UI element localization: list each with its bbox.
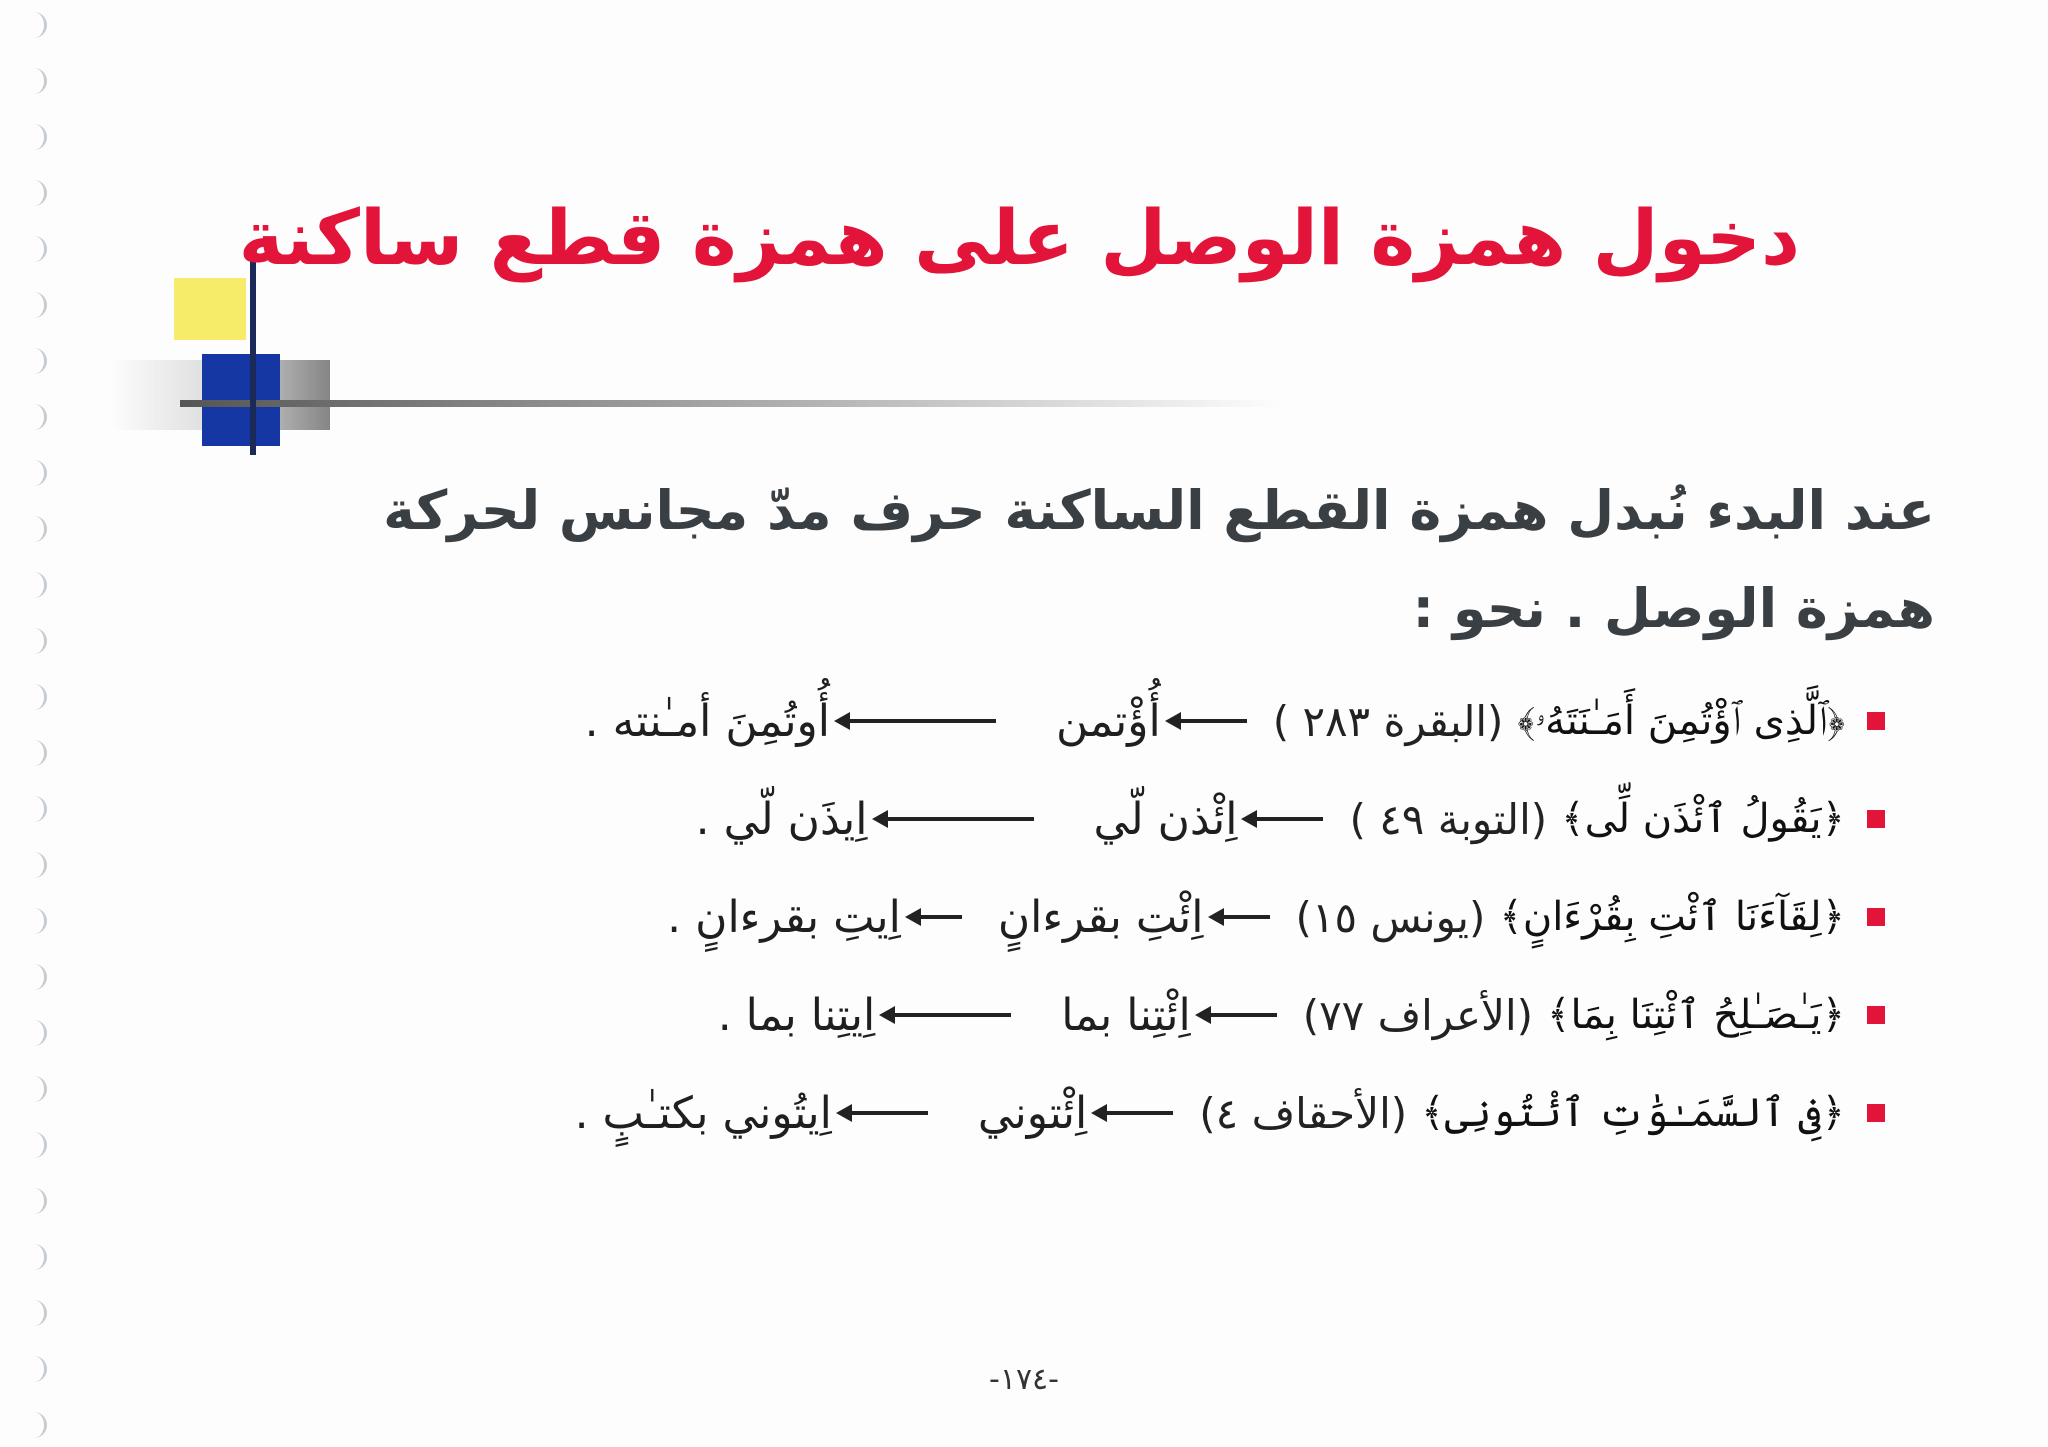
arrow-left-icon (1253, 817, 1323, 821)
binding-ring (28, 740, 47, 766)
transformed-word: اِئْتوني (977, 1087, 1088, 1139)
binding-ring (28, 1076, 47, 1102)
bullet-square-icon (1867, 1006, 1885, 1024)
binding-ring (28, 404, 47, 430)
arrow-left-icon (1207, 1013, 1277, 1017)
arrow-left-icon (846, 719, 996, 723)
bullet-square-icon (1867, 1104, 1885, 1122)
binding-ring (28, 1188, 47, 1214)
intro-line-1: عند البدء نُبدل همزة القطع الساكنة حرف مدّ مجانس لحركة (383, 479, 1935, 542)
verse-reference: (يونس ١٥) (1295, 892, 1486, 942)
page-title: دخول همزة الوصل على همزة قطع ساكنة (238, 193, 1800, 282)
verse-text: ﴿يَـٰصَـٰلِحُ ٱئْتِنَا بِمَا﴾ (1547, 992, 1845, 1038)
arrow-left-icon (848, 1111, 928, 1115)
binding-ring (28, 796, 47, 822)
bullet-square-icon (1867, 810, 1885, 828)
binding-ring (28, 908, 47, 934)
transformed-word: اِئْتِ بقرءانٍ (997, 891, 1204, 943)
binding-ring (28, 180, 47, 206)
binding-ring (28, 68, 47, 94)
intro-line-2: همزة الوصل . نحو : (1412, 577, 1935, 640)
verse-text: ﴿يَقُولُ ٱئْذَن لِّى﴾ (1561, 796, 1845, 842)
binding-ring (28, 1020, 47, 1046)
binding-ring (28, 348, 47, 374)
binding-ring (28, 1300, 47, 1326)
arrow-left-icon (1220, 915, 1270, 919)
transformed-word: اِئْتِنا بما (1061, 989, 1191, 1041)
result-word: اِيتِنا بما . (717, 989, 876, 1041)
bullet-square-icon (1867, 712, 1885, 730)
binding-ring (28, 12, 47, 38)
binding-ring (28, 1412, 47, 1438)
verse-reference: (الأعراف ٧٧) (1302, 990, 1534, 1040)
arrow-left-icon (884, 817, 1034, 821)
result-word: أُوتُمِنَ أمـٰنته . (584, 695, 831, 747)
binding-ring (28, 460, 47, 486)
page-number: -١٧٤- (989, 1362, 1059, 1397)
deco-horizontal-line (180, 400, 1280, 407)
arrow-left-icon (917, 915, 962, 919)
result-word: اِيتُوني بكتـٰبٍ . (574, 1087, 832, 1139)
binding-ring (28, 236, 47, 262)
list-item (300, 966, 1885, 1064)
arrow-left-icon (891, 1013, 1011, 1017)
binding-ring (28, 684, 47, 710)
binding-ring (28, 964, 47, 990)
transformed-word: أُؤْتمن (1056, 695, 1161, 747)
spiral-binding (28, 0, 58, 1447)
binding-ring (28, 124, 47, 150)
verse-text: ﴿لِقَآءَنَا ٱئْتِ بِقُرْءَانٍ﴾ (1499, 894, 1845, 940)
arrow-left-icon (1177, 719, 1247, 723)
verse-text: ﴿فِى ٱلسَّمَـٰوَٰتِ ٱئْتُونِى﴾ (1421, 1090, 1845, 1136)
binding-ring (28, 628, 47, 654)
deco-yellow-square (174, 278, 246, 340)
binding-ring (28, 1132, 47, 1158)
list-item (300, 672, 1885, 770)
arrow-left-icon (1103, 1111, 1173, 1115)
intro-paragraph (380, 462, 1935, 658)
list-item (300, 770, 1885, 868)
verse-text: ﴿ٱلَّذِى ٱؤْتُمِنَ أَمَـٰنَتَهُۥ﴾ (1517, 698, 1845, 744)
list-item (300, 868, 1885, 966)
binding-ring (28, 516, 47, 542)
verse-reference: (البقرة ٢٨٣ ) (1272, 696, 1504, 746)
bullet-square-icon (1867, 908, 1885, 926)
binding-ring (28, 292, 47, 318)
binding-ring (28, 1356, 47, 1382)
list-item (300, 1064, 1885, 1162)
transformed-word: اِئْذن لّي (1093, 793, 1238, 845)
verse-reference: (الأحقاف ٤) (1199, 1088, 1408, 1138)
binding-ring (28, 852, 47, 878)
examples-list (300, 672, 1885, 1162)
binding-ring (28, 572, 47, 598)
result-word: اِيذَن لّي . (695, 793, 868, 845)
verse-reference: (التوبة ٤٩ ) (1349, 794, 1548, 844)
binding-ring (28, 1244, 47, 1270)
result-word: اِيتِ بقرءانٍ . (667, 891, 901, 943)
